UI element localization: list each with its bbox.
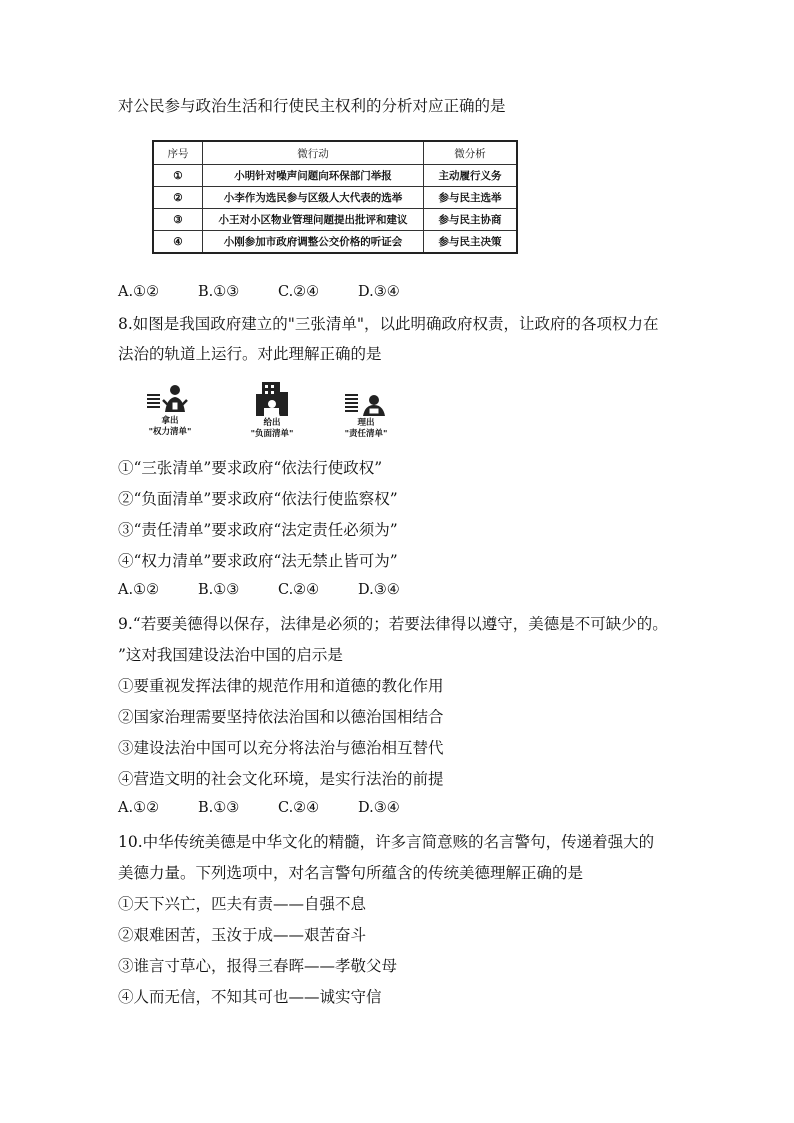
negative-list-figure <box>242 380 302 440</box>
table-row <box>153 231 517 254</box>
option-c[interactable]: C.②④ <box>278 284 320 300</box>
table-row <box>153 209 517 231</box>
option-a[interactable]: A.①② <box>118 284 160 300</box>
q9-options <box>118 800 400 816</box>
table-cell: 小王对小区物业管理问题提出批评和建议 <box>203 209 424 231</box>
q7-stem: 对公民参与政治生活和行使民主权利的分析对应正确的是 <box>118 97 506 115</box>
option-a[interactable]: A.①② <box>118 582 160 598</box>
negative-list-label: "负面清单" <box>250 429 294 439</box>
q10-statement: ②艰难困苦，玉汝于成——艰苦奋斗 <box>118 926 367 944</box>
q9-statement: ②国家治理需要坚持依法治国和以德治国相结合 <box>118 708 444 726</box>
q8-stem-line1: 8.如图是我国政府建立的"三张清单"，以此明确政府权责，让政府的各项权力在 <box>118 315 659 333</box>
table-header-cell: 微行动 <box>203 141 424 165</box>
option-a[interactable]: A.①② <box>118 800 160 816</box>
q9-stem-line1: 9.“若要美德得以保存，法律是必须的；若要法律得以遵守，美德是不可缺少的。 <box>118 615 668 633</box>
responsibility-list-verb: 理出 <box>357 418 375 428</box>
option-d[interactable]: D.③④ <box>358 800 400 816</box>
table-cell: 小刚参加市政府调整公交价格的听证会 <box>203 231 424 254</box>
table-cell: ① <box>153 165 203 187</box>
q9-statement: ④营造文明的社会文化环境，是实行法治的前提 <box>118 770 444 788</box>
table-cell: 小明针对噪声问题向环保部门举报 <box>203 165 424 187</box>
table-header-row <box>153 141 517 165</box>
option-b[interactable]: B.①③ <box>198 800 240 816</box>
negative-list-icon <box>252 380 292 418</box>
q7-options <box>118 284 400 300</box>
option-d[interactable]: D.③④ <box>358 582 400 598</box>
table-header-cell: 微分析 <box>424 141 518 165</box>
option-c[interactable]: C.②④ <box>278 582 320 598</box>
q8-statement: ③“责任清单”要求政府“法定责任必须为” <box>118 521 398 539</box>
table-row <box>153 165 517 187</box>
table-header-cell: 序号 <box>153 141 203 165</box>
responsibility-list-figure <box>336 388 396 440</box>
q10-stem-line1: 10.中华传统美德是中华文化的精髓，许多言简意赅的名言警句，传递着强大的 <box>118 833 655 851</box>
q8-stem-line2: 法治的轨道上运行。对此理解正确的是 <box>118 345 382 363</box>
q8-options <box>118 582 400 598</box>
power-list-figure <box>142 382 198 438</box>
q10-stem-line2: 美德力量。下列选项中，对名言警句所蕴含的传统美德理解正确的是 <box>118 864 584 882</box>
q10-statement: ④人而无信，不知其可也——诚实守信 <box>118 988 382 1006</box>
table-cell: 主动履行义务 <box>424 165 518 187</box>
q9-statement: ①要重视发挥法律的规范作用和道德的教化作用 <box>118 677 444 695</box>
q10-statement: ①天下兴亡，匹夫有责——自强不息 <box>118 895 367 913</box>
power-list-icon <box>145 382 195 416</box>
table-cell: 小李作为选民参与区级人大代表的选举 <box>203 187 424 209</box>
table-cell: ④ <box>153 231 203 254</box>
table-row <box>153 187 517 209</box>
q9-stem-line2: ”这对我国建设法治中国的启示是 <box>118 646 343 664</box>
q9-statement: ③建设法治中国可以充分将法治与德治相互替代 <box>118 739 444 757</box>
table-cell: ② <box>153 187 203 209</box>
q8-statement: ④“权力清单”要求政府“法无禁止皆可为” <box>118 552 398 570</box>
option-b[interactable]: B.①③ <box>198 284 240 300</box>
responsibility-list-icon <box>341 388 391 418</box>
table-cell: 参与民主决策 <box>424 231 518 254</box>
option-c[interactable]: C.②④ <box>278 800 320 816</box>
q8-statement: ②“负面清单”要求政府“依法行使监察权” <box>118 490 398 508</box>
table-cell: 参与民主协商 <box>424 209 518 231</box>
q10-statement: ③谁言寸草心，报得三春晖——孝敬父母 <box>118 957 398 975</box>
table-cell: ③ <box>153 209 203 231</box>
option-d[interactable]: D.③④ <box>358 284 400 300</box>
table-cell: 参与民主选举 <box>424 187 518 209</box>
option-b[interactable]: B.①③ <box>198 582 240 598</box>
power-list-verb: 拿出 <box>161 416 179 426</box>
q7-table <box>152 140 518 254</box>
power-list-label: "权力清单" <box>148 427 192 437</box>
responsibility-list-label: "责任清单" <box>344 429 388 439</box>
negative-list-verb: 给出 <box>263 418 281 428</box>
q8-statement: ①“三张清单”要求政府“依法行使政权” <box>118 459 383 477</box>
